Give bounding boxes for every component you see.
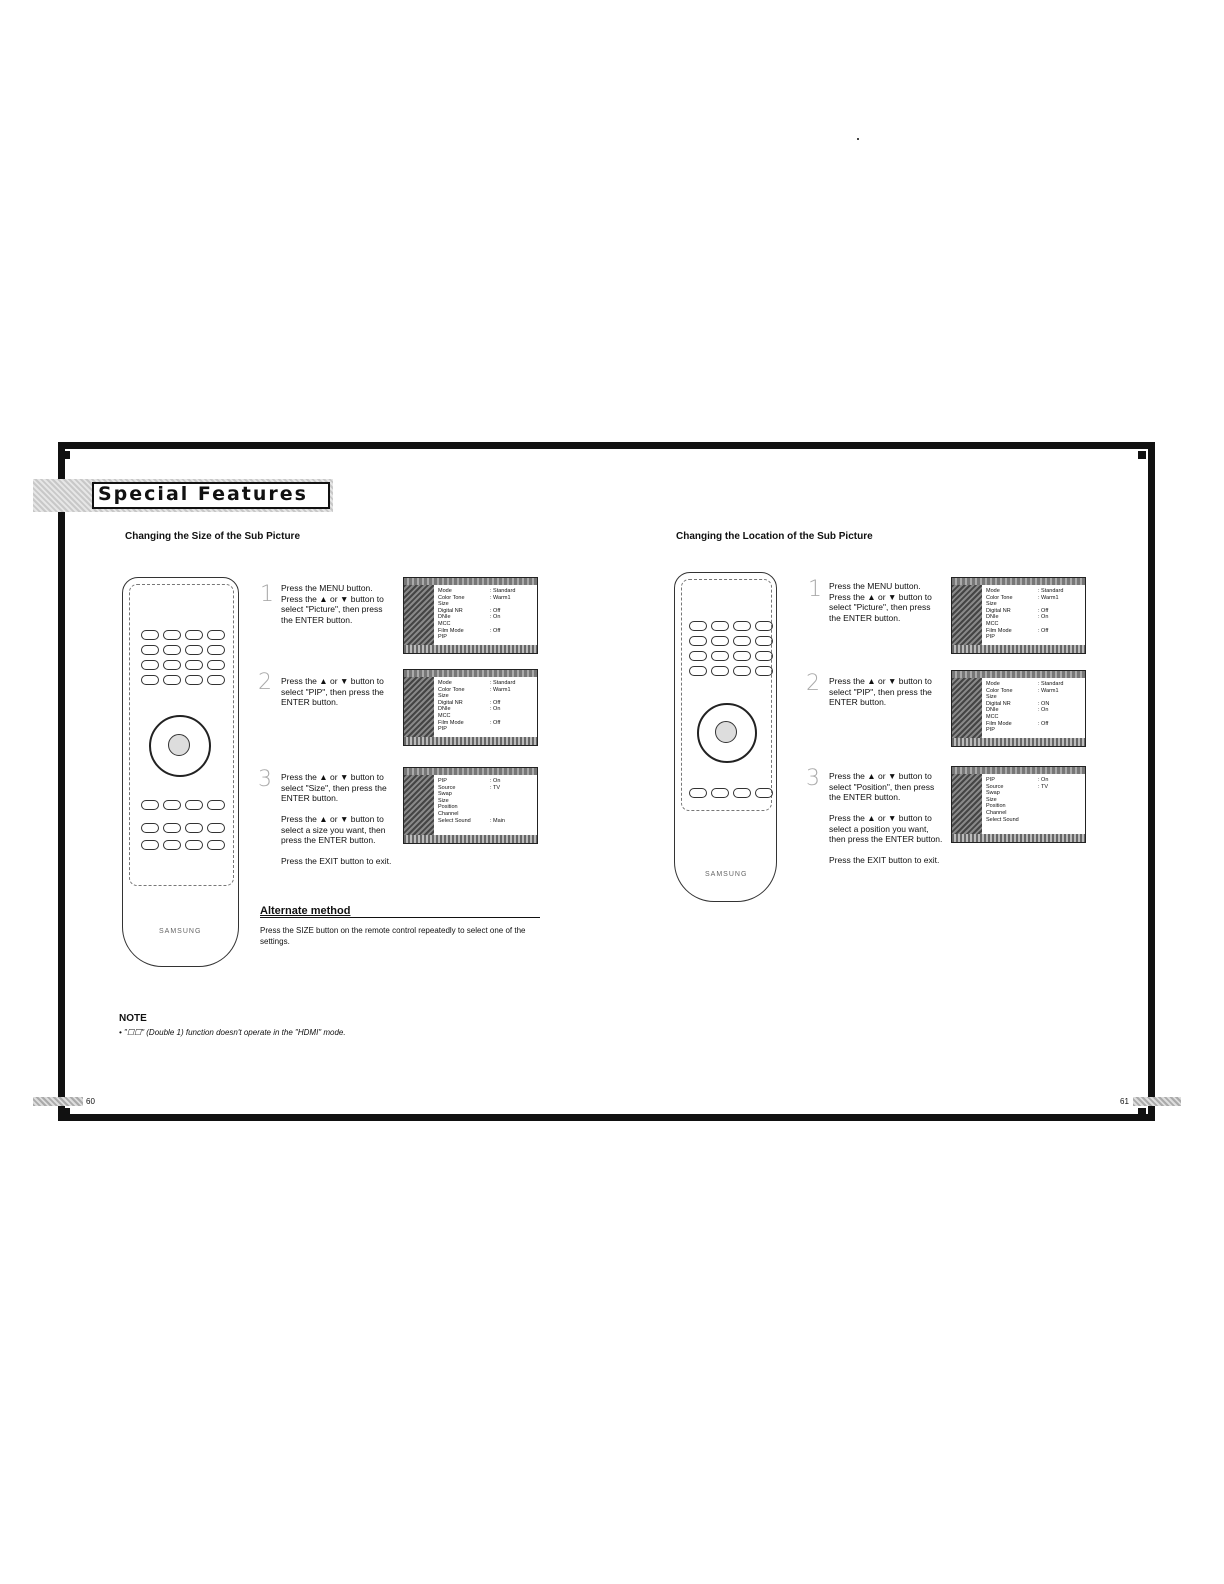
remote-control-image — [122, 577, 239, 967]
osd-menu-label: Swap — [438, 791, 452, 798]
alternate-method-title: Alternate method — [260, 905, 351, 917]
osd-menu-item — [986, 628, 1081, 635]
osd-screen — [403, 669, 538, 746]
osd-menu-item — [438, 791, 533, 798]
remote-panel — [681, 579, 772, 811]
osd-menu-item — [986, 595, 1081, 602]
step-text: Press the ▲ or ▼ button to select "Size", then press the ENTER button. Press the ▲ or ▼ button to select a size you want, then press the ENTER button. Press the EXIT button to exit. — [281, 772, 392, 866]
remote-brand-logo: SAMSUNG — [705, 871, 748, 878]
osd-menu-label: DNIe — [438, 614, 451, 621]
osd-menu-item — [986, 721, 1081, 728]
osd-menu-item — [986, 797, 1081, 804]
osd-menu — [986, 777, 1081, 823]
step-number: 3 — [258, 767, 272, 792]
osd-menu-label: Film Mode — [438, 719, 464, 726]
osd-menu-item — [438, 628, 533, 635]
osd-menu-label: Color Tone — [438, 686, 465, 693]
osd-menu-value: : Warm1 — [1038, 687, 1059, 694]
remote-enter-button — [715, 721, 737, 743]
osd-menu-item — [986, 810, 1081, 817]
osd-menu-item — [986, 634, 1081, 641]
osd-menu-item — [986, 601, 1081, 608]
remote-button-row — [689, 621, 773, 631]
osd-menu-item — [438, 608, 533, 615]
osd-menu-item — [438, 811, 533, 818]
remote-button-row — [689, 651, 773, 661]
remote-enter-button — [168, 734, 190, 756]
osd-menu-value — [490, 798, 533, 805]
osd-menu-label: PIP — [986, 777, 995, 783]
remote-button-row — [141, 675, 225, 685]
remote-button-row — [141, 800, 225, 810]
osd-menu-label: Digital NR — [986, 607, 1011, 614]
page-title: Special Features — [98, 483, 308, 505]
osd-menu-item — [438, 785, 533, 792]
osd-menu-value — [490, 726, 533, 733]
osd-menu-value: : Standard — [490, 680, 516, 686]
osd-menu-label: Digital NR — [438, 607, 463, 614]
osd-screen — [951, 670, 1086, 747]
osd-menu-label: Digital NR — [438, 699, 463, 706]
osd-menu-value — [1038, 817, 1081, 824]
page-number-bar — [33, 1097, 83, 1106]
remote-button-row — [141, 660, 225, 670]
osd-menu-value — [490, 804, 533, 811]
osd-menu-value — [490, 601, 533, 608]
osd-screen — [951, 766, 1086, 843]
osd-menu-value: : On — [1038, 707, 1049, 714]
osd-menu-value: : On — [490, 778, 501, 784]
osd-menu-item — [986, 803, 1081, 810]
osd-menu-label: Mode — [986, 681, 1000, 687]
step-number: 2 — [258, 670, 272, 695]
osd-menu-item — [986, 817, 1081, 824]
osd-menu-label: Color Tone — [438, 594, 465, 601]
remote-button-row — [141, 823, 225, 833]
osd-menu-value — [1038, 727, 1081, 734]
remote-button-row — [141, 840, 225, 850]
osd-screen — [403, 767, 538, 844]
osd-menu-value: : On — [1038, 777, 1049, 783]
osd-menu — [438, 588, 533, 641]
osd-menu-value — [490, 621, 533, 628]
step-text: Press the MENU button. Press the ▲ or ▼ button to select "Picture", then press the ENTER button. — [829, 581, 932, 623]
osd-menu-value: : Standard — [1038, 588, 1064, 594]
osd-menu — [438, 778, 533, 824]
osd-menu-label: MCC — [438, 712, 451, 719]
note-title: NOTE — [119, 1013, 147, 1024]
osd-menu-value — [490, 791, 533, 798]
speck — [857, 138, 859, 140]
osd-menu-label: Channel — [438, 810, 459, 817]
osd-menu-label: PIP — [438, 634, 447, 641]
osd-menu-value: : Off — [490, 719, 501, 726]
osd-menu-value: : Main — [490, 817, 505, 824]
remote-button-row — [141, 630, 225, 640]
osd-menu-value — [1038, 601, 1081, 608]
left-section-title: Changing the Size of the Sub Picture — [125, 531, 301, 542]
page-number-bar — [1133, 1097, 1181, 1106]
osd-menu-label: PIP — [438, 726, 447, 733]
osd-menu-label: Film Mode — [986, 627, 1012, 634]
osd-menu-item — [986, 714, 1081, 721]
osd-menu-label: Mode — [986, 588, 1000, 594]
remote-brand-logo: SAMSUNG — [159, 928, 202, 935]
osd-menu-item — [986, 784, 1081, 791]
osd-menu-label: PIP — [986, 727, 995, 734]
osd-menu-label: Mode — [438, 680, 452, 686]
osd-menu-label: Size — [438, 601, 449, 608]
remote-button-row — [689, 666, 773, 676]
osd-menu — [438, 680, 533, 733]
osd-menu-label: MCC — [986, 713, 999, 720]
osd-menu-value — [490, 713, 533, 720]
osd-menu-value — [1038, 634, 1081, 641]
osd-menu-value — [1038, 714, 1081, 721]
osd-menu-item — [986, 688, 1081, 695]
alternate-method-text: Press the SIZE button on the remote control repeatedly to select one of the settings. — [260, 926, 526, 946]
osd-menu-value: : On — [490, 706, 501, 713]
osd-menu-label: Size — [986, 796, 997, 803]
osd-menu-item — [438, 601, 533, 608]
osd-menu-label: Position — [986, 803, 1006, 810]
remote-button-row — [689, 788, 773, 798]
osd-menu-item — [438, 700, 533, 707]
remote-button-row — [141, 645, 225, 655]
osd-menu-item — [438, 804, 533, 811]
osd-menu-item — [438, 621, 533, 628]
osd-menu-item — [986, 790, 1081, 797]
osd-menu — [986, 588, 1081, 641]
remote-button-row — [689, 636, 773, 646]
osd-menu-item — [986, 701, 1081, 708]
osd-menu-value: : TV — [490, 784, 500, 791]
osd-menu-value — [1038, 797, 1081, 804]
osd-menu-label: Position — [438, 804, 458, 811]
osd-menu-value: : Off — [1038, 720, 1049, 727]
step-number: 1 — [808, 577, 822, 602]
osd-screen — [951, 577, 1086, 654]
osd-menu-label: Size — [438, 797, 449, 804]
osd-menu-item — [438, 706, 533, 713]
remote-control-image — [674, 572, 777, 902]
osd-menu-label: Source — [986, 783, 1004, 790]
osd-menu-label: MCC — [438, 620, 451, 627]
osd-menu-item — [986, 707, 1081, 714]
osd-menu-value: : Warm1 — [1038, 594, 1059, 601]
osd-menu-label: DNIe — [986, 614, 999, 621]
osd-menu-item — [986, 777, 1081, 784]
page-number-left: 60 — [86, 1097, 95, 1106]
osd-menu-item — [438, 680, 533, 687]
osd-menu-label: Channel — [986, 809, 1007, 816]
page-number-right: 61 — [1120, 1097, 1129, 1106]
osd-menu-value: : TV — [1038, 783, 1048, 790]
note-text: • "☐☐" (Double 1) function doesn't operate in the "HDMI" mode. — [119, 1028, 346, 1037]
osd-menu-item — [438, 818, 533, 825]
osd-menu-label: DNIe — [986, 707, 999, 714]
osd-menu-label: Film Mode — [986, 720, 1012, 727]
osd-menu-value: : Off — [1038, 627, 1049, 634]
osd-menu-label: Film Mode — [438, 627, 464, 634]
corner-mark — [62, 1108, 70, 1116]
osd-menu-item — [438, 634, 533, 641]
alternate-method-rule — [260, 917, 540, 918]
osd-menu-label: Color Tone — [986, 687, 1013, 694]
osd-menu-value — [1038, 803, 1081, 810]
osd-menu-item — [438, 588, 533, 595]
osd-menu-value: : Off — [1038, 607, 1049, 614]
osd-menu-label: Mode — [438, 588, 452, 594]
corner-mark — [1138, 1108, 1146, 1116]
osd-menu-label: MCC — [986, 620, 999, 627]
osd-menu-label: Select Sound — [986, 816, 1019, 823]
step-text: Press the ▲ or ▼ button to select "Position", then press the ENTER button. Press the ▲ or ▼ button to select a position you want, then press the ENTER button. Press the EXIT button to exit. — [829, 771, 943, 865]
osd-menu-value: : Standard — [1038, 681, 1064, 687]
osd-menu-label: Digital NR — [986, 700, 1011, 707]
step-number: 3 — [806, 766, 820, 791]
osd-menu-value — [490, 693, 533, 700]
osd-menu-item — [986, 694, 1081, 701]
step-text: Press the MENU button. Press the ▲ or ▼ button to select "Picture", then press the ENTER button. — [281, 583, 384, 625]
osd-menu-item — [438, 726, 533, 733]
osd-menu-item — [986, 614, 1081, 621]
osd-menu-value: : Warm1 — [490, 594, 511, 601]
osd-menu-label: DNIe — [438, 706, 451, 713]
osd-menu-value — [1038, 694, 1081, 701]
step-text: Press the ▲ or ▼ button to select "PIP", then press the ENTER button. — [281, 676, 384, 707]
osd-menu-item — [986, 621, 1081, 628]
osd-menu-value: : Off — [490, 699, 501, 706]
osd-menu-item — [986, 608, 1081, 615]
osd-menu-label: Swap — [986, 790, 1000, 797]
right-section-title: Changing the Location of the Sub Picture — [676, 531, 873, 542]
osd-menu-value — [1038, 810, 1081, 817]
osd-menu-label: PIP — [986, 634, 995, 641]
osd-menu — [986, 681, 1081, 734]
osd-menu-item — [438, 614, 533, 621]
step-number: 2 — [806, 671, 820, 696]
osd-menu-item — [438, 798, 533, 805]
osd-menu-item — [986, 727, 1081, 734]
corner-mark — [62, 451, 70, 459]
osd-menu-value: : ON — [1038, 700, 1050, 707]
corner-mark — [1138, 451, 1146, 459]
osd-screen — [403, 577, 538, 654]
osd-menu-item — [438, 778, 533, 785]
osd-menu-item — [986, 588, 1081, 595]
osd-menu-value: : Off — [490, 627, 501, 634]
osd-menu-label: Select Sound — [438, 817, 471, 824]
osd-menu-label: Color Tone — [986, 594, 1013, 601]
osd-menu-value: : Warm1 — [490, 686, 511, 693]
osd-menu-label: Size — [986, 601, 997, 608]
osd-menu-item — [438, 687, 533, 694]
step-number: 1 — [260, 582, 274, 607]
osd-menu-value — [1038, 790, 1081, 797]
osd-menu-item — [438, 595, 533, 602]
osd-menu-item — [438, 693, 533, 700]
osd-menu-label: Source — [438, 784, 456, 791]
osd-menu-value — [490, 634, 533, 641]
osd-menu-value: : Off — [490, 607, 501, 614]
osd-menu-label: Size — [438, 693, 449, 700]
osd-menu-value — [490, 811, 533, 818]
osd-menu-label: Size — [986, 694, 997, 701]
osd-menu-value — [1038, 621, 1081, 628]
osd-menu-label: PIP — [438, 778, 447, 784]
step-text: Press the ▲ or ▼ button to select "PIP", then press the ENTER button. — [829, 676, 932, 707]
osd-menu-item — [986, 681, 1081, 688]
osd-menu-value: : On — [1038, 614, 1049, 621]
osd-menu-item — [438, 713, 533, 720]
osd-menu-item — [438, 720, 533, 727]
osd-menu-value: : Standard — [490, 588, 516, 594]
osd-menu-value: : On — [490, 614, 501, 621]
